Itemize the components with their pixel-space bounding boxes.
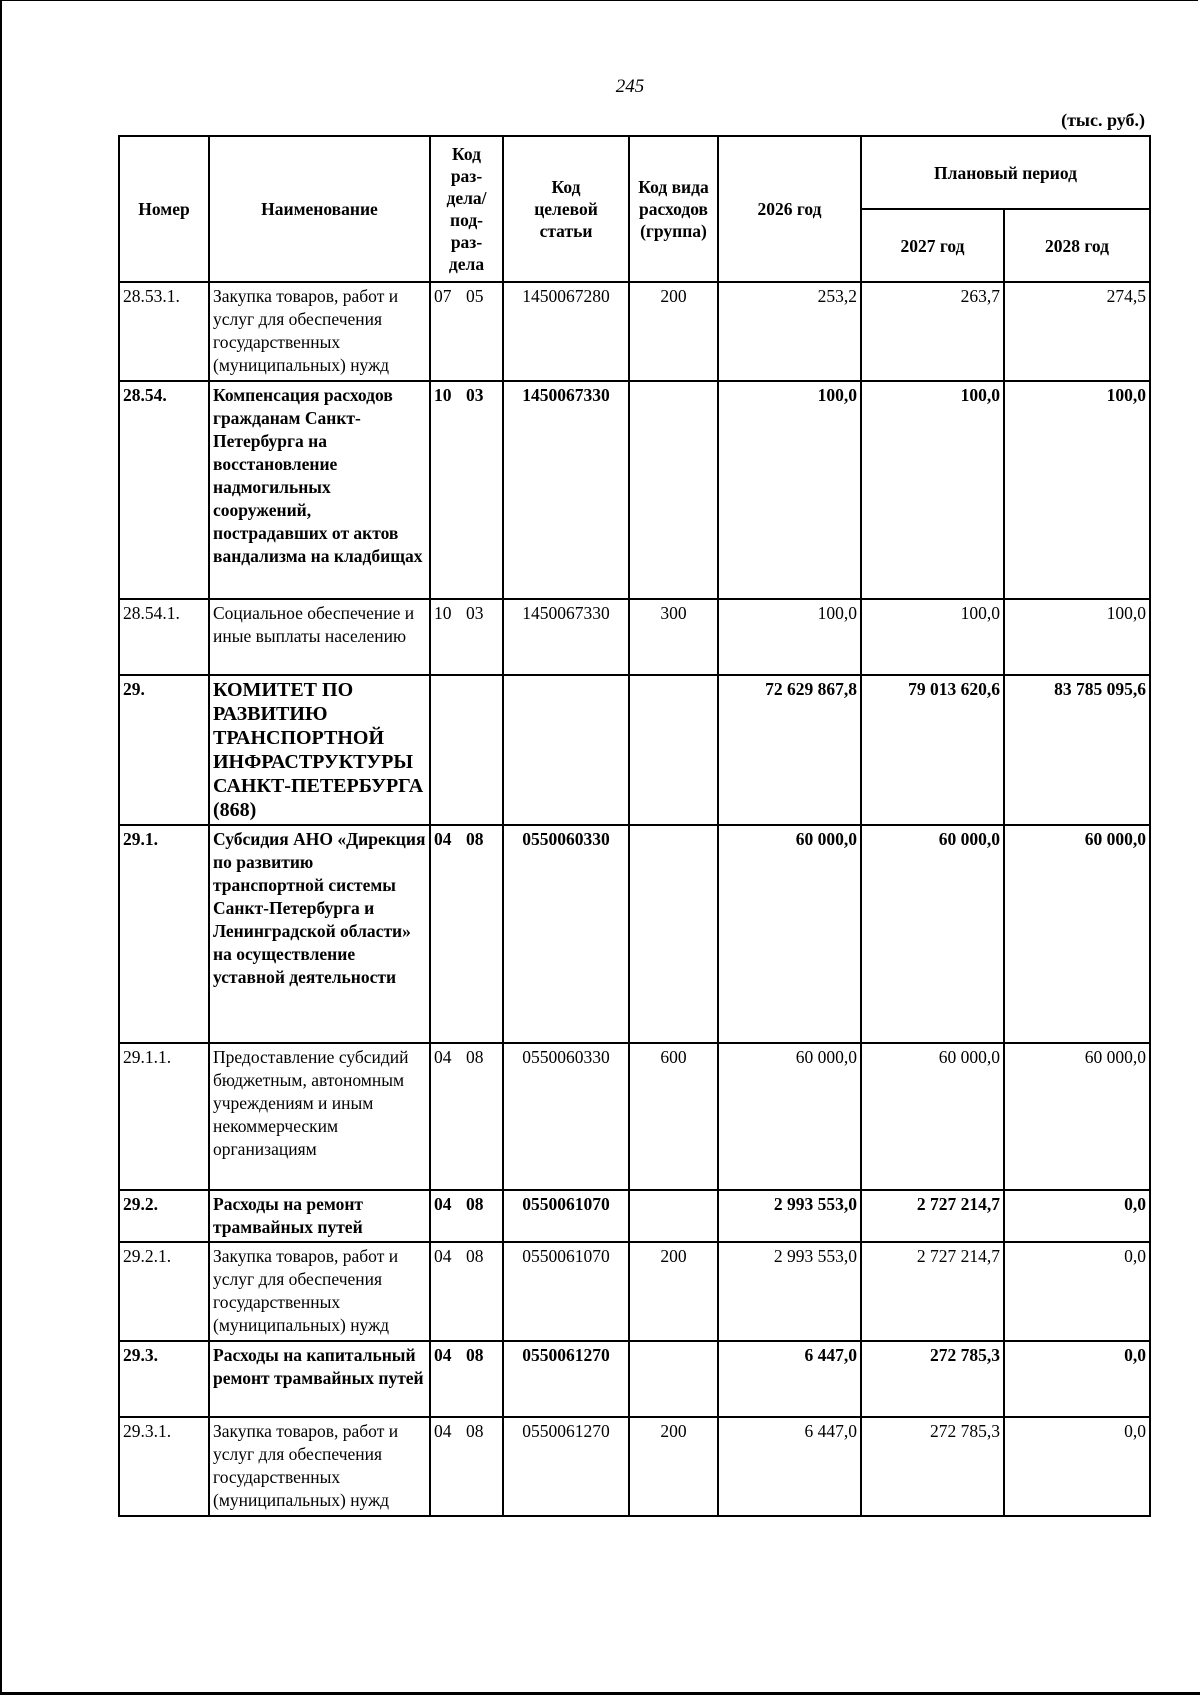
row-vr: 300 [629,599,718,675]
row-2028: 60 000,0 [1004,1043,1150,1190]
row-2028: 0,0 [1004,1190,1150,1242]
row-name: Закупка товаров, работ и услуг для обеспечения государственных (муниципальных) нужд [209,282,430,381]
row-2026: 72 629 867,8 [718,675,861,825]
row-name: Субсидия АНО «Дирекция по развитию транспортной системы Санкт-Петербурга и Ленинградской области» на осуществление уставной деятельности [209,825,430,1043]
row-2026: 100,0 [718,381,861,599]
row-number: 29.3.1. [119,1417,209,1516]
table-row [119,282,1150,381]
row-number: 29.3. [119,1341,209,1417]
row-name: Расходы на ремонт трамвайных путей [209,1190,430,1242]
row-2026: 6 447,0 [718,1341,861,1417]
row-name: Предоставление субсидий бюджетным, автономным учреждениям и иным некоммерческим организациям [209,1043,430,1190]
row-2026: 6 447,0 [718,1417,861,1516]
row-2027: 2 727 214,7 [861,1242,1004,1341]
row-name: Закупка товаров, работ и услуг для обеспечения государственных (муниципальных) нужд [209,1242,430,1341]
row-2027: 272 785,3 [861,1417,1004,1516]
header-nomer: Номер [119,136,209,282]
row-2026: 60 000,0 [718,825,861,1043]
table-row [119,381,1150,599]
row-csr: 0550061070 [503,1242,629,1341]
row-2027: 100,0 [861,381,1004,599]
table-row [119,1242,1150,1341]
table-row [119,825,1150,1043]
units-label: (тыс. руб.) [1061,110,1145,130]
row-2026: 2 993 553,0 [718,1242,861,1341]
header-2027: 2027 год [861,209,1004,282]
row-2026: 253,2 [718,282,861,381]
row-razdel: 10 03 [430,599,503,675]
row-csr: 0550061270 [503,1417,629,1516]
row-razdel: 07 05 [430,282,503,381]
row-name: Компенсация расходов гражданам Санкт-Петербурга на восстановление надмогильных сооружений, пострадавших от актов вандализма на кладбищах [209,381,430,599]
row-number: 29.2.1. [119,1242,209,1341]
row-2028: 83 785 095,6 [1004,675,1150,825]
row-csr: 1450067330 [503,381,629,599]
table-row [119,1417,1150,1516]
row-vr: 200 [629,282,718,381]
row-csr: 0550061270 [503,1341,629,1417]
header-razdel: Код раз- дела/ под- раз- дела [430,136,503,282]
row-2027: 2 727 214,7 [861,1190,1004,1242]
row-2027: 79 013 620,6 [861,675,1004,825]
table-row [119,599,1150,675]
row-2028: 274,5 [1004,282,1150,381]
header-2026: 2026 год [718,136,861,282]
row-csr: 1450067280 [503,282,629,381]
row-name: Социальное обеспечение и иные выплаты населению [209,599,430,675]
table-row [119,1043,1150,1190]
budget-table [118,135,1151,1517]
row-number: 28.54.1. [119,599,209,675]
row-2028: 100,0 [1004,599,1150,675]
header-vid-rashodov: Код вида расходов (группа) [629,136,718,282]
row-csr: 0550060330 [503,825,629,1043]
row-vr: 200 [629,1242,718,1341]
table-row [119,675,1150,825]
row-razdel: 04 08 [430,1242,503,1341]
row-2027: 60 000,0 [861,1043,1004,1190]
row-csr: 1450067330 [503,599,629,675]
header-2028: 2028 год [1004,209,1150,282]
row-vr [629,1190,718,1242]
row-name: КОМИТЕТ ПО РАЗВИТИЮ ТРАНСПОРТНОЙ ИНФРАСТРУКТУРЫ САНКТ-ПЕТЕРБУРГА (868) [209,675,430,825]
row-number: 29.2. [119,1190,209,1242]
row-number: 28.53.1. [119,282,209,381]
row-razdel: 04 08 [430,1190,503,1242]
header-tsel-statya: Код целевой статьи [503,136,629,282]
row-number: 29.1. [119,825,209,1043]
row-vr [629,675,718,825]
row-csr [503,675,629,825]
row-2026: 2 993 553,0 [718,1190,861,1242]
row-number: 29. [119,675,209,825]
row-2028: 60 000,0 [1004,825,1150,1043]
row-number: 29.1.1. [119,1043,209,1190]
row-vr: 200 [629,1417,718,1516]
row-csr: 0550060330 [503,1043,629,1190]
row-2027: 60 000,0 [861,825,1004,1043]
table-row [119,1341,1150,1417]
row-2026: 60 000,0 [718,1043,861,1190]
row-csr: 0550061070 [503,1190,629,1242]
row-2027: 100,0 [861,599,1004,675]
row-razdel: 04 08 [430,825,503,1043]
row-vr: 600 [629,1043,718,1190]
row-2028: 0,0 [1004,1242,1150,1341]
row-2027: 272 785,3 [861,1341,1004,1417]
row-razdel: 04 08 [430,1341,503,1417]
row-razdel: 10 03 [430,381,503,599]
page-number: 245 [615,76,645,97]
header-name: Наименование [209,136,430,282]
row-name: Закупка товаров, работ и услуг для обеспечения государственных (муниципальных) нужд [209,1417,430,1516]
row-2028: 100,0 [1004,381,1150,599]
row-name: Расходы на капитальный ремонт трамвайных путей [209,1341,430,1417]
row-2027: 263,7 [861,282,1004,381]
row-razdel: 04 08 [430,1417,503,1516]
row-2026: 100,0 [718,599,861,675]
row-vr [629,825,718,1043]
row-vr [629,1341,718,1417]
row-2028: 0,0 [1004,1417,1150,1516]
table-row [119,1190,1150,1242]
row-number: 28.54. [119,381,209,599]
row-razdel [430,675,503,825]
row-2028: 0,0 [1004,1341,1150,1417]
header-planned-period: Плановый период [861,136,1150,209]
row-razdel: 04 08 [430,1043,503,1190]
row-vr [629,381,718,599]
